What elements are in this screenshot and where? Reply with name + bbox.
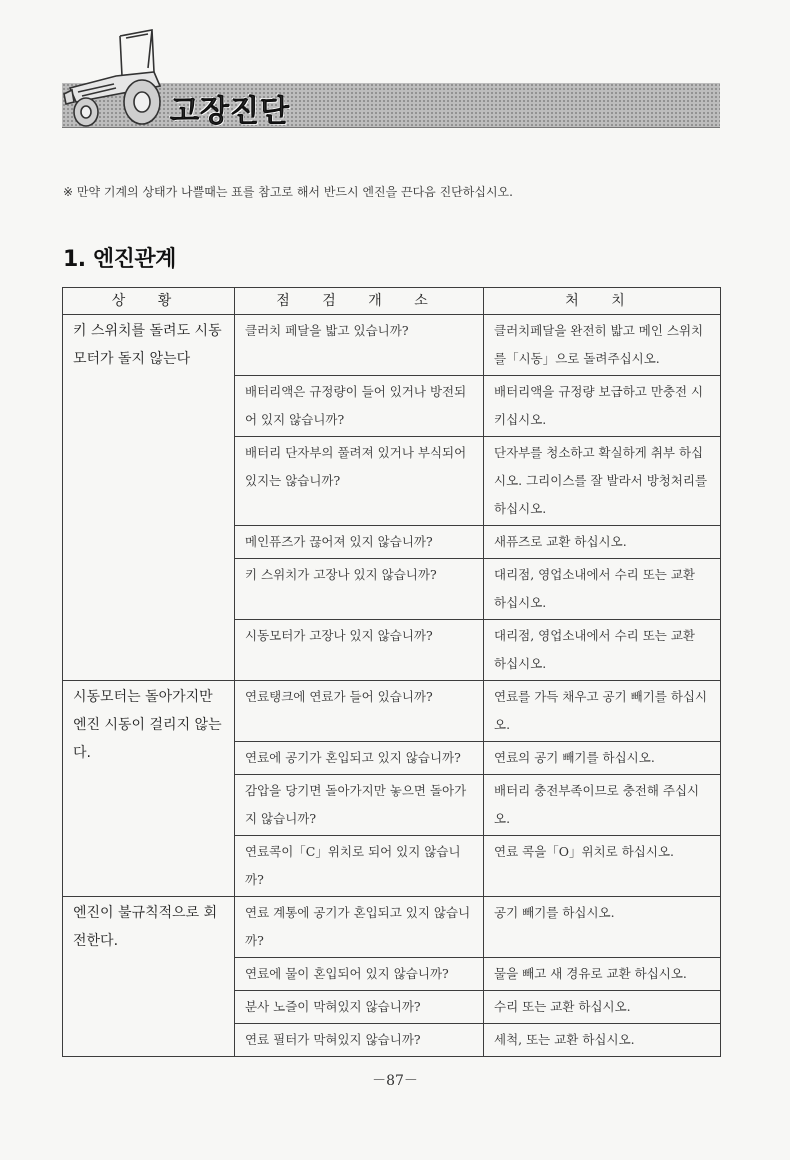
action-cell: 배터리 충전부족이므로 충전해 주십시오. [484,775,721,836]
situation-cell: 시동모터는 돌아가지만 엔진 시동이 걸리지 않는다. [63,681,235,897]
instruction-note: ※ 만약 기계의 상태가 나쁠때는 표를 참고로 해서 반드시 엔진을 끈다음 진단하십시오. [63,185,513,199]
check-cell: 키 스위치가 고장나 있지 않습니까? [235,559,484,620]
check-cell: 배터리 단자부의 풀려져 있거나 부식되어 있지는 않습니까? [235,437,484,526]
page-title: 고장진단 [170,94,290,129]
table-header-row [63,288,721,315]
action-cell: 공기 빼기를 하십시오. [484,897,721,958]
action-cell: 배터리액을 규정량 보급하고 만충전 시키십시오. [484,376,721,437]
situation-cell: 키 스위치를 돌려도 시동모터가 돌지 않는다 [63,315,235,681]
action-cell: 대리점, 영업소내에서 수리 또는 교환 하십시오. [484,559,721,620]
action-cell: 연료를 가득 채우고 공기 빼기를 하십시오. [484,681,721,742]
action-cell: 클러치페달을 완전히 밟고 메인 스위치를「시동」으로 돌려주십시오. [484,315,721,376]
check-cell: 연료에 물이 혼입되어 있지 않습니까? [235,958,484,991]
column-header-check-point: 점 검 개 소 [235,288,484,315]
action-cell: 물을 빼고 새 경유로 교환 하십시오. [484,958,721,991]
check-cell: 배터리액은 규정량이 들어 있거나 방전되어 있지 않습니까? [235,376,484,437]
check-cell: 연료콕이「C」위치로 되어 있지 않습니까? [235,836,484,897]
column-header-situation: 상 황 [63,288,235,315]
action-cell: 단자부를 청소하고 확실하게 취부 하십시오. 그리이스를 잘 발라서 방청처리를 하십시오. [484,437,721,526]
table-row [63,897,721,958]
section-title: 1. 엔진관계 [63,247,176,272]
check-cell: 연료 필터가 막혀있지 않습니까? [235,1024,484,1057]
action-cell: 대리점, 영업소내에서 수리 또는 교환 하십시오. [484,620,721,681]
check-cell: 연료탱크에 연료가 들어 있습니까? [235,681,484,742]
action-cell: 새퓨즈로 교환 하십시오. [484,526,721,559]
check-cell: 시동모터가 고장나 있지 않습니까? [235,620,484,681]
check-cell: 클러치 페달을 밟고 있습니까? [235,315,484,376]
check-cell: 분사 노즐이 막혀있지 않습니까? [235,991,484,1024]
action-cell: 수리 또는 교환 하십시오. [484,991,721,1024]
action-cell: 세척, 또는 교환 하십시오. [484,1024,721,1057]
check-cell: 메인퓨즈가 끊어져 있지 않습니까? [235,526,484,559]
table-row [63,681,721,742]
page-number: －87－ [372,1073,418,1089]
check-cell: 감압을 당기면 돌아가지만 놓으면 돌아가지 않습니까? [235,775,484,836]
tractor-icon [56,28,168,132]
action-cell: 연료의 공기 빼기를 하십시오. [484,742,721,775]
check-cell: 연료에 공기가 혼입되고 있지 않습니까? [235,742,484,775]
situation-cell: 엔진이 불규칙적으로 회전한다. [63,897,235,1057]
diagnosis-table [62,287,721,1057]
column-header-action: 처 치 [484,288,721,315]
table-row [63,315,721,376]
check-cell: 연료 계통에 공기가 혼입되고 있지 않습니까? [235,897,484,958]
action-cell: 연료 콕을「O」위치로 하십시오. [484,836,721,897]
